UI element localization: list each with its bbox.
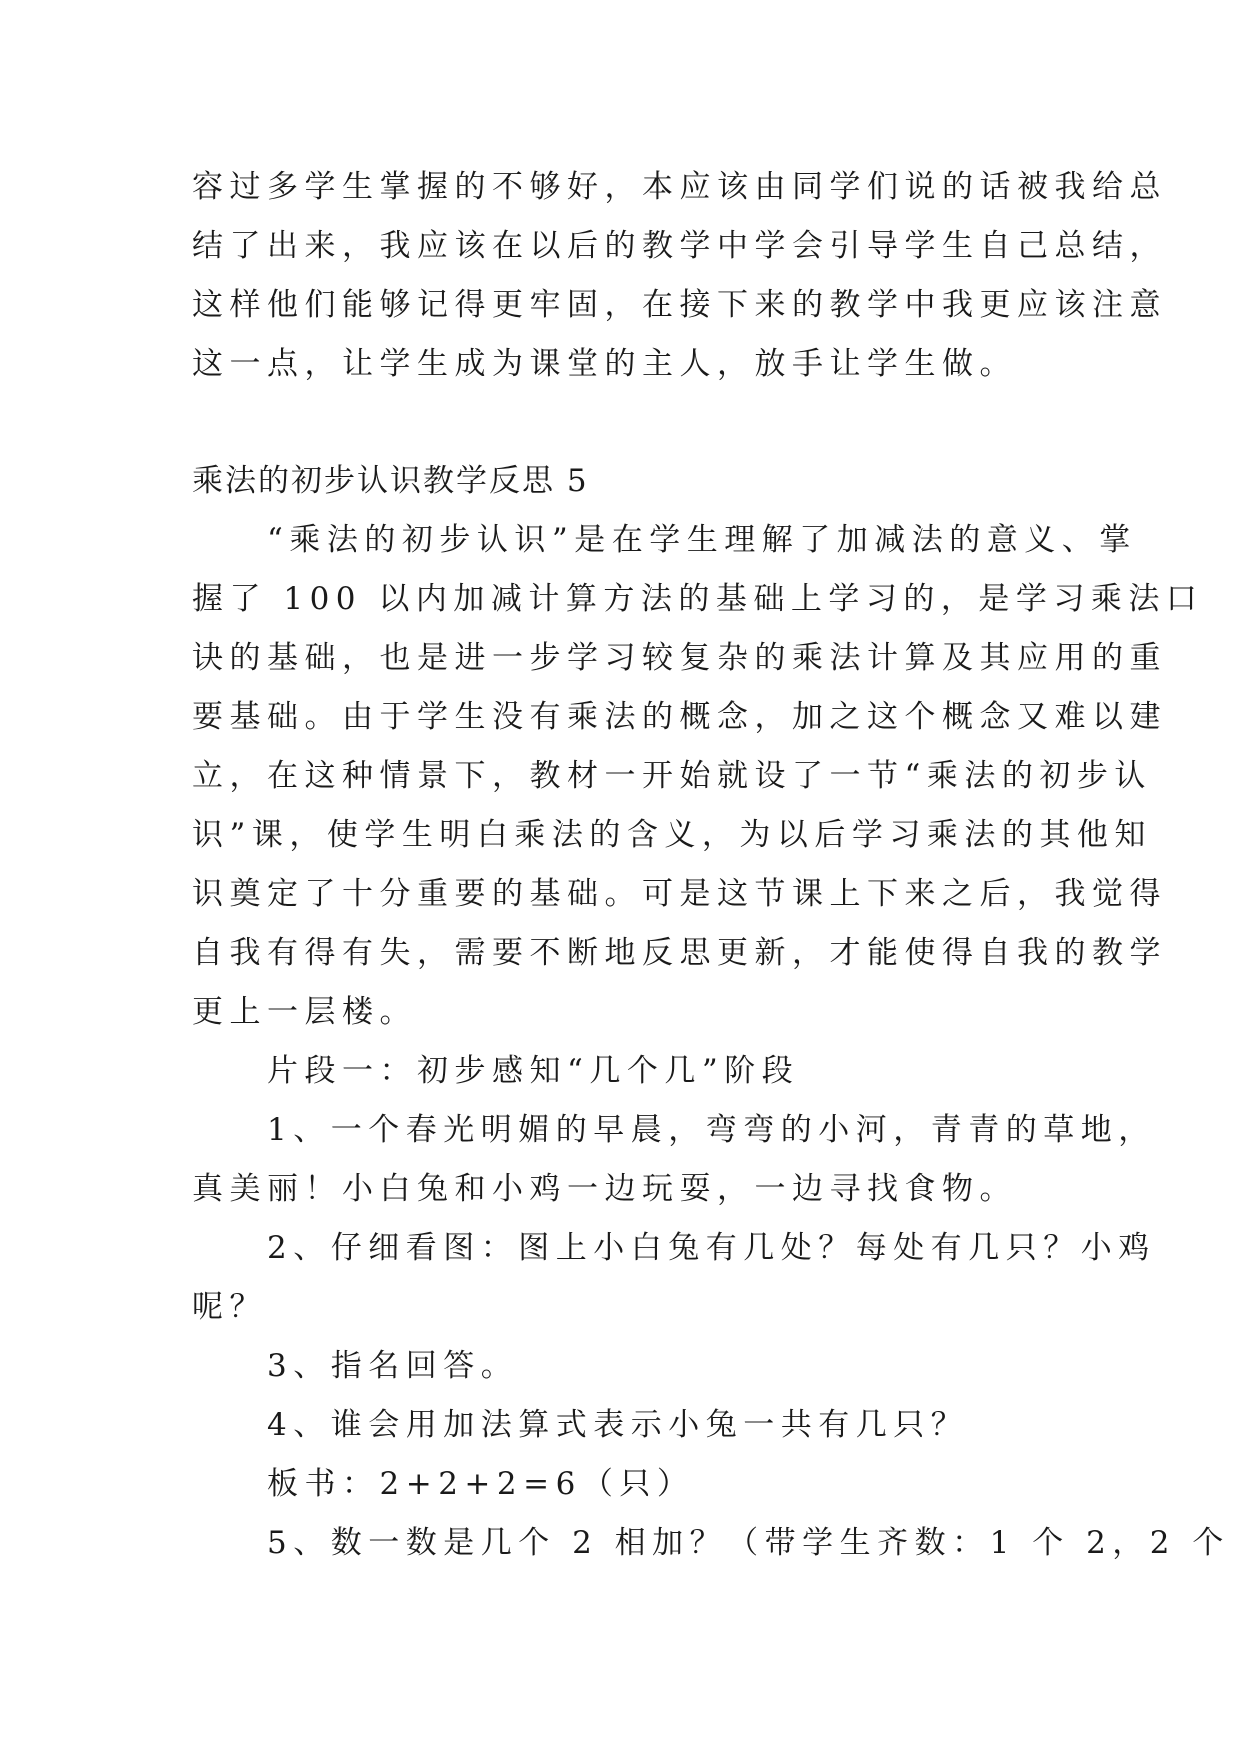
list-item: 1、一个春光明媚的早晨，弯弯的小河，青青的草地， bbox=[192, 1112, 1156, 1148]
paragraph-line: 立，在这种情景下，教材一开始就设了一节“乘法的初步认 bbox=[192, 758, 1152, 794]
paragraph-line: 自我有得有失，需要不断地反思更新，才能使得自我的教学 bbox=[192, 935, 1167, 971]
paragraph-line: 这一点，让学生成为课堂的主人，放手让学生做。 bbox=[192, 346, 1017, 382]
board-note: 板书：2+2+2=6（只） bbox=[192, 1466, 695, 1502]
paragraph-line: 识”课，使学生明白乘法的含义，为以后学习乘法的其他知 bbox=[192, 817, 1152, 853]
paragraph-line: 真美丽！小白兔和小鸡一边玩耍，一边寻找食物。 bbox=[192, 1171, 1017, 1207]
paragraph-line: 识奠定了十分重要的基础。可是这节课上下来之后，我觉得 bbox=[192, 876, 1167, 912]
paragraph-line: 这样他们能够记得更牢固，在接下来的教学中我更应该注意 bbox=[192, 287, 1167, 323]
paragraph-line: 呢？ bbox=[192, 1289, 267, 1325]
paragraph-line: 要基础。由于学生没有乘法的概念，加之这个概念又难以建 bbox=[192, 699, 1167, 735]
paragraph-line: 容过多学生掌握的不够好，本应该由同学们说的话被我给总 bbox=[192, 169, 1167, 205]
paragraph-line: 结了出来，我应该在以后的教学中学会引导学生自己总结， bbox=[192, 228, 1167, 264]
list-item: 2、仔细看图：图上小白兔有几处？每处有几只？小鸡 bbox=[192, 1230, 1156, 1266]
list-item: 5、数一数是几个 2 相加？（带学生齐数：1 个 2，2 个 bbox=[192, 1525, 1230, 1561]
section-title: 乘法的初步认识教学反思 5 bbox=[192, 463, 589, 499]
paragraph-line: 握了 100 以内加减计算方法的基础上学习的，是学习乘法口 bbox=[192, 581, 1204, 617]
list-item: 3、指名回答。 bbox=[192, 1348, 519, 1384]
segment-heading: 片段一：初步感知“几个几”阶段 bbox=[192, 1053, 800, 1089]
paragraph-line: 诀的基础，也是进一步学习较复杂的乘法计算及其应用的重 bbox=[192, 640, 1167, 676]
list-item: 4、谁会用加法算式表示小兔一共有几只？ bbox=[192, 1407, 969, 1443]
paragraph-line: 更上一层楼。 bbox=[192, 994, 417, 1030]
paragraph-line: “乘法的初步认识”是在学生理解了加减法的意义、掌 bbox=[192, 522, 1137, 558]
